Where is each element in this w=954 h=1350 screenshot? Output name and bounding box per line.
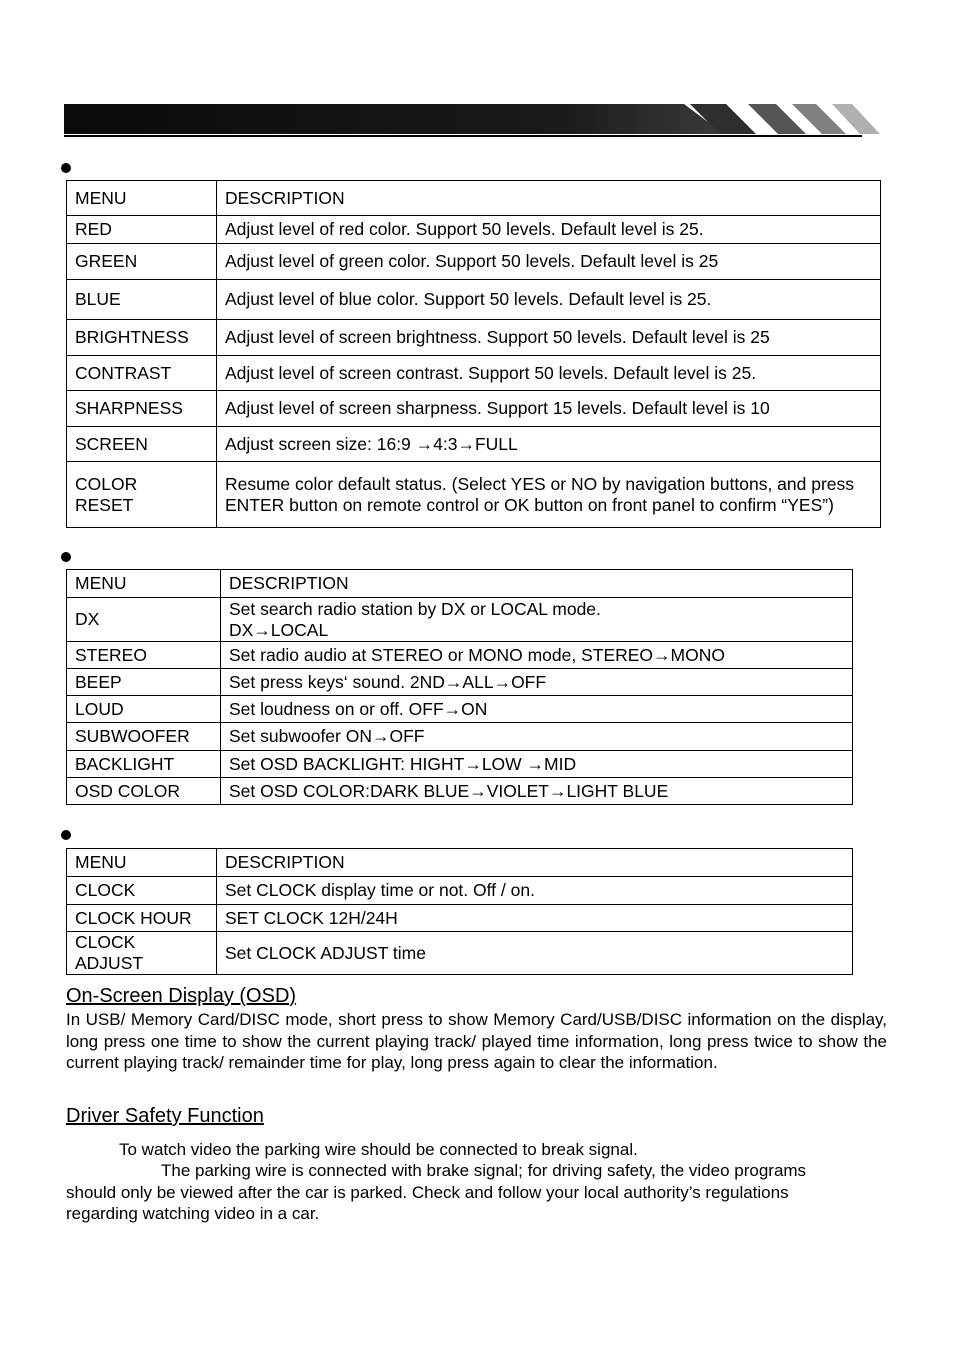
table-row [67,723,853,751]
table-row [67,391,881,427]
table-row [67,877,853,905]
table-header [67,849,853,877]
table-row [67,905,853,932]
safety-line-4: regarding watching video in a car. [66,1204,320,1223]
menu-cell: RED [67,216,217,244]
table-row [67,778,853,805]
menu-cell: CONTRAST [67,356,217,391]
table-row [67,462,881,528]
table-row [67,932,853,975]
menu-cell: BRIGHTNESS [67,320,217,356]
bullet-section-1 [61,163,71,173]
osd-paragraph: In USB/ Memory Card/DISC mode, short press to show Memory Card/USB/DISC information on the display, long press one time to show the current playing track/ played time information, long press twice to show the current playing track/ remainder time for play, long press again to clear the information. [66,1010,887,1072]
description-cell: Adjust level of green color. Support 50 levels. Default level is 25 [217,244,881,280]
description-cell: Adjust level of red color. Support 50 levels. Default level is 25. [217,216,881,244]
menu-cell: SHARPNESS [67,391,217,427]
table-row [67,244,881,280]
description-cell: Adjust level of screen contrast. Support 50 levels. Default level is 25. [217,356,881,391]
menu-cell: SCREEN [67,427,217,462]
description-cell: Adjust screen size: 16:9 →4:3→FULL [217,427,881,462]
description-cell: Adjust level of screen sharpness. Support 15 levels. Default level is 10 [217,391,881,427]
table-row [67,216,881,244]
menu-cell: CLOCK [67,877,217,905]
description-cell: Set loudness on or off. OFF→ON [221,696,853,723]
description-cell: Set search radio station by DX or LOCAL mode. DX→LOCAL [221,598,853,642]
bullet-section-3 [61,830,71,840]
safety-line-2: The parking wire is connected with brake signal; for driving safety, the video programs [161,1161,807,1180]
description-cell: Resume color default status. (Select YES or NO by navigation buttons, and press ENTER button on remote control or OK button on front panel to confirm “YES”) [217,462,881,528]
menu-cell: SUBWOOFER [67,723,221,751]
table-row [67,320,881,356]
table-header [67,570,853,598]
description-cell: Set radio audio at STEREO or MONO mode, STEREO→MONO [221,642,853,669]
menu-cell: DX [67,598,221,642]
table-row [67,642,853,669]
safety-title: Driver Safety Function [66,1105,264,1127]
menu-cell: OSD COLOR [67,778,221,805]
description-cell: Adjust level of screen brightness. Support 50 levels. Default level is 25 [217,320,881,356]
description-cell: SET CLOCK 12H/24H [217,905,853,932]
description-cell: Set OSD COLOR:DARK BLUE→VIOLET→LIGHT BLUE [221,778,853,805]
menu-cell: STEREO [67,642,221,669]
clock-settings-table [66,848,853,975]
menu-cell: BLUE [67,280,217,320]
menu-cell: CLOCK HOUR [67,905,217,932]
description-cell: Set CLOCK ADJUST time [217,932,853,975]
menu-cell: COLOR RESET [67,462,217,528]
menu-cell: LOUD [67,696,221,723]
header-description: DESCRIPTION [221,570,853,598]
header-menu: MENU [67,181,217,216]
header-description: DESCRIPTION [217,181,881,216]
menu-cell: CLOCK ADJUST [67,932,217,975]
description-cell: Set subwoofer ON→OFF [221,723,853,751]
header-menu: MENU [67,570,221,598]
description-cell: Set press keys‘ sound. 2ND→ALL→OFF [221,669,853,696]
menu-cell: GREEN [67,244,217,280]
description-cell: Set OSD BACKLIGHT: HIGHT→LOW →MID [221,751,853,778]
description-cell: Adjust level of blue color. Support 50 levels. Default level is 25. [217,280,881,320]
header-description: DESCRIPTION [217,849,853,877]
menu-cell: BACKLIGHT [67,751,221,778]
table-row [67,598,853,642]
safety-line-3: should only be viewed after the car is parked. Check and follow your local authority’s regulations [66,1183,789,1202]
color-settings-table [66,180,881,528]
table-row [67,669,853,696]
table-row [67,696,853,723]
menu-cell: BEEP [67,669,221,696]
header-bar [64,100,882,140]
table-row [67,280,881,320]
header-menu: MENU [67,849,217,877]
table-header [67,181,881,216]
table-row [67,751,853,778]
table-row [67,356,881,391]
bullet-section-2 [61,552,71,562]
description-cell: Set CLOCK display time or not. Off / on. [217,877,853,905]
osd-title: On-Screen Display (OSD) [66,985,297,1007]
safety-line-1: To watch video the parking wire should be connected to break signal. [119,1140,638,1159]
radio-settings-table [66,569,853,805]
table-row [67,427,881,462]
